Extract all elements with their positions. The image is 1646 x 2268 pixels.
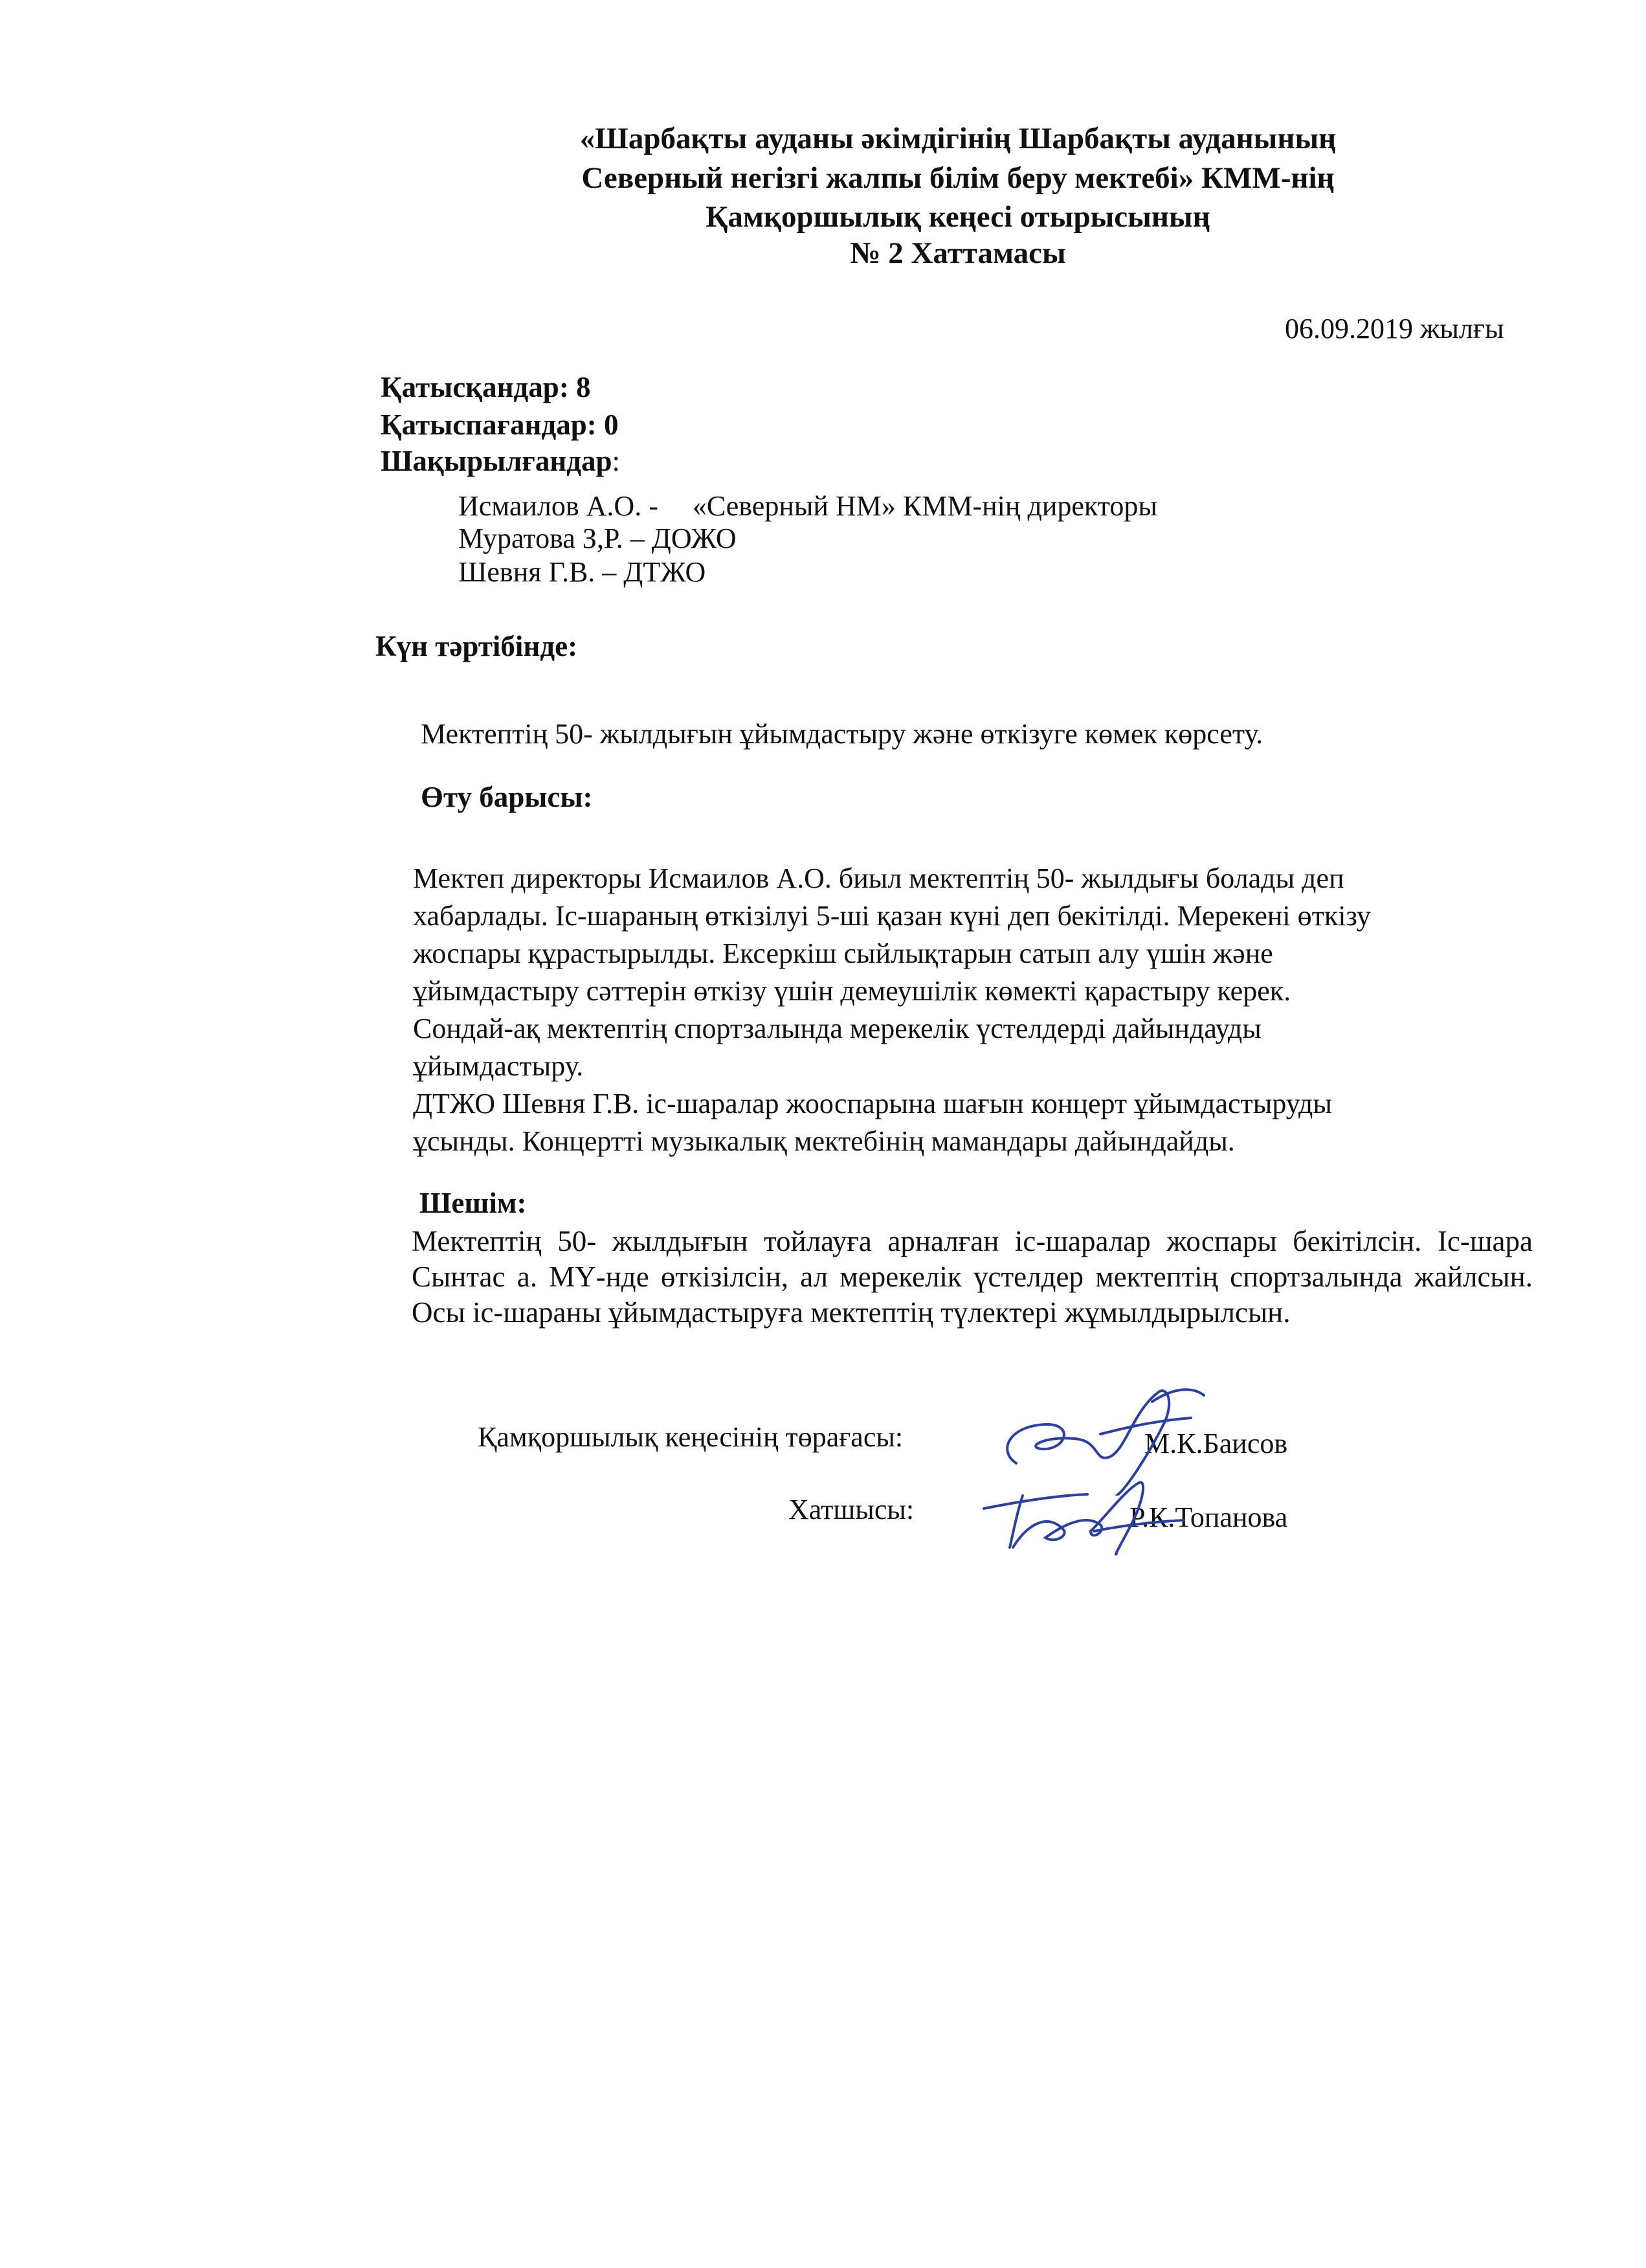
proceedings-heading: Өту барысы: [421, 781, 593, 813]
invited-item: Муратова З,Р. – ДОЖО [458, 522, 737, 554]
secretary-name: Р.К.Топанова [1129, 1501, 1288, 1533]
invited-role: «Северный НМ» КММ-нің директоры [692, 490, 1157, 522]
invited-item: Шевня Г.В. – ДТЖО [458, 556, 706, 588]
secretary-signature-stroke [984, 1483, 1183, 1555]
proceedings-line: ДТЖО Шевня Г.В. іс-шаралар жооспарына шағын концерт ұйымдастыруды [413, 1088, 1332, 1119]
proceedings-text [413, 860, 1371, 1160]
agenda-item: Мектептің 50- жылдығын ұйымдастыру және өткізуге көмек көрсету. [421, 718, 1263, 750]
invited-heading [381, 444, 620, 478]
proceedings-line: ұсынды. Концертті музыкалық мектебінің мамандары дайындайды. [413, 1125, 1235, 1157]
title-line: Қамқоршылық кеңесі отырысының [706, 200, 1210, 234]
present-count: Қатысқандар: 8 [381, 371, 591, 403]
absent-count: Қатыспағандар: 0 [381, 409, 619, 441]
secretary-signature [977, 1470, 1184, 1560]
invited-label: Шақырылғандар [381, 445, 612, 477]
title-line: № 2 Хаттамасы [850, 236, 1066, 270]
decision-text: Мектептің 50- жылдығын тойлауға арналған іс-шаралар жоспары бекітілсін. Іс-шара Сынтас а. МҮ-нде өткізілсін, ал мерекелік үстелдер мектептің спортзалында жайлсын. Осы іс-шараны ұйымдастыруға мектептің түлектері жұмылдырылсын. [412, 1225, 1533, 1329]
agenda-heading: Күн тәртібінде: [375, 630, 578, 662]
title-line: Северный негізгі жалпы білім беру мектебі» КММ-нің [581, 161, 1335, 195]
decision-heading: Шешім: [419, 1187, 527, 1219]
proceedings-line: хабарлады. Іс-шараның өткізілуі 5-ші қазан күні деп бекітілді. Мерекені өткізу [413, 900, 1371, 932]
invited-name: Исмаилов А.О. - [458, 490, 658, 522]
title-line: «Шарбақты ауданы әкімдігінің Шарбақты ауданының [579, 122, 1337, 155]
invited-item [458, 489, 1157, 522]
proceedings-line: ұйымдастыру. [413, 1050, 584, 1082]
chair-label: Қамқоршылық кеңесінің төрағасы: [478, 1421, 904, 1453]
proceedings-line: ұйымдастыру сәттерін өткізу үшін демеушілік көмекті қарастыру керек. [413, 975, 1291, 1007]
chair-name: М.К.Баисов [1144, 1428, 1288, 1459]
invited-colon: : [612, 445, 621, 477]
proceedings-line: жоспары құрастырылды. Ексеркіш сыйлықтарын сатып алу үшін және [413, 938, 1273, 969]
proceedings-line: Мектеп директоры Исмаилов А.О. биыл мектептің 50- жылдығы болады деп [413, 862, 1344, 894]
proceedings-line: Сондай-ақ мектептің спортзалында мерекелік үстелдерді дайындауды [413, 1013, 1262, 1044]
secretary-label: Хатшысы: [788, 1494, 915, 1525]
document-date: 06.09.2019 жылғы [1285, 313, 1504, 344]
